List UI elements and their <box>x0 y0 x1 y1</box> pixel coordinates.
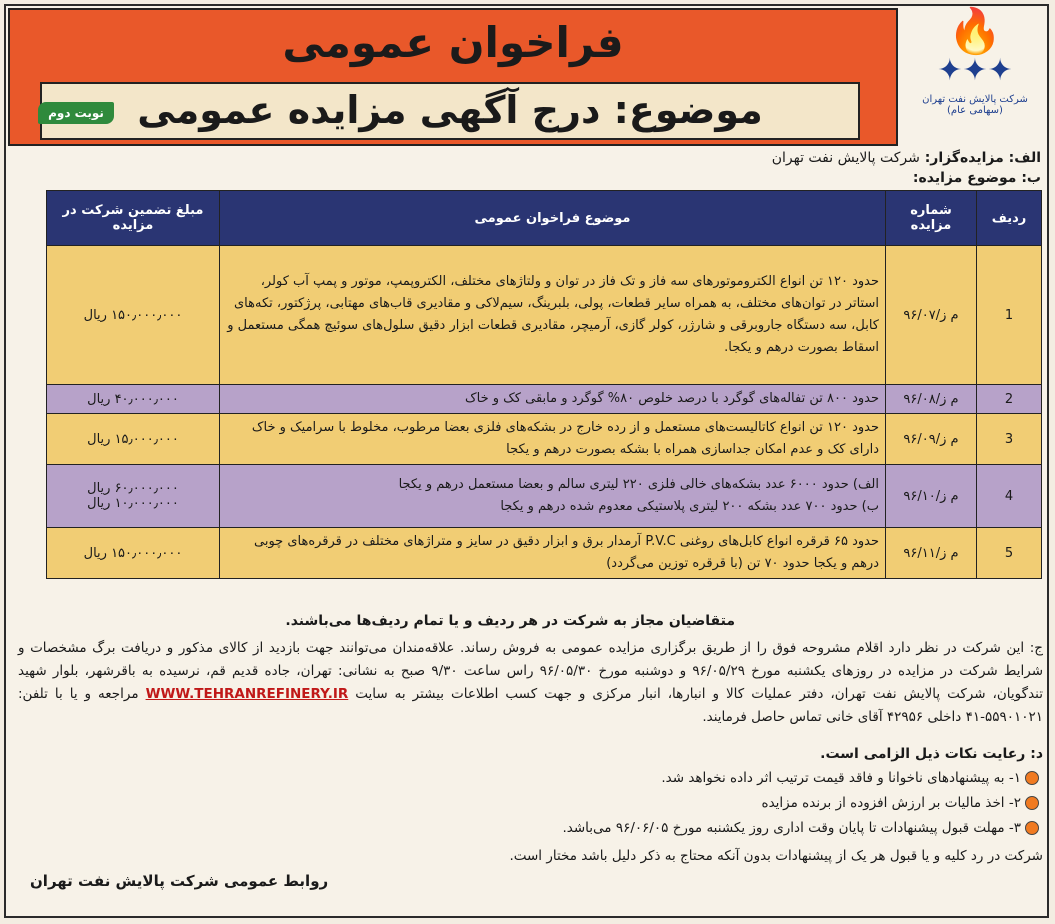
auction-number: م ز/۹۶/۰۹ <box>886 414 977 465</box>
table-header-row <box>47 191 1042 246</box>
auction-subject: حدود ۱۲۰ تن انواع کاتالیست‌های مستعمل و از رده خارج در بشکه‌های فلزی بعضا مرطوب، مخلوط با سرامیک و خاک دارای کک و عدم امکان جداسازی همراه با بشکه بصورت درهم و یکجا <box>220 414 886 465</box>
subject-box <box>40 82 860 140</box>
subject-label: ب: موضوع مزایده: <box>912 170 1041 186</box>
table-row <box>47 414 1042 465</box>
col-header-auction-no: شماره مزایده <box>886 191 977 246</box>
section-d-heading: د: رعایت نکات ذیل الزامی است. <box>820 746 1043 762</box>
guarantee-amount: ۱۵۰٫۰۰۰٫۰۰۰ ریال <box>47 246 220 385</box>
col-header-subject: موضوع فراخوان عمومی <box>220 191 886 246</box>
signature: روابط عمومی شرکت پالایش نفت تهران <box>30 872 329 890</box>
auctioneer-label: الف: مزایده‌گزار: <box>924 150 1041 166</box>
list-item-text: ۲- اخذ مالیات بر ارزش افزوده از برنده مزایده <box>761 795 1021 811</box>
auction-number: م ز/۹۶/۰۷ <box>886 246 977 385</box>
row-number: 1 <box>977 246 1042 385</box>
auction-subject: حدود ۸۰۰ تن تفاله‌های گوگرد با درصد خلوص ۸۰% گوگرد و مابقی کک و خاک <box>220 385 886 414</box>
auction-number: م ز/۹۶/۱۰ <box>886 465 977 528</box>
flame-icon: 🔥 <box>947 6 1003 57</box>
guarantee-amount-b: ۱۰٫۰۰۰٫۰۰۰ ریال <box>87 496 179 511</box>
row-number: 5 <box>977 528 1042 579</box>
round-badge: نوبت دوم <box>38 102 114 124</box>
col-header-guarantee: مبلغ تضمین شرکت در مزایده <box>47 191 220 246</box>
table-row <box>47 465 1042 528</box>
table-row <box>47 385 1042 414</box>
subject-text: موضوع: درج آگهی مزایده عمومی <box>137 88 763 132</box>
header-banner <box>8 8 898 146</box>
final-note: شرکت در رد کلیه و یا قبول هر یک از پیشنهادات بدون آنکه محتاج به ذکر دلیل باشد مختار است. <box>509 848 1043 864</box>
table-row <box>47 528 1042 579</box>
auction-subject-part-b: ب) حدود ۷۰۰ عدد بشکه ۲۰۰ لیتری پلاستیکی معدوم شده درهم و یکجا <box>500 499 879 514</box>
row-number: 4 <box>977 465 1042 528</box>
table-row <box>47 246 1042 385</box>
list-item <box>562 820 1039 836</box>
auction-number: م ز/۹۶/۰۸ <box>886 385 977 414</box>
auction-subject: حدود ۶۵ قرقره انواع کابل‌های روغنی P.V.C آرمدار برق و ابزار دقیق در سایز و متراژهای مختلف در قرقره‌های چوبی درهم و یکجا حدود ۷۰ تن (با قرقره توزین می‌گردد) <box>220 528 886 579</box>
bullet-icon <box>1025 821 1039 835</box>
guarantee-amount-a: ۶۰٫۰۰۰٫۰۰۰ ریال <box>87 481 179 496</box>
bullet-icon <box>1025 796 1039 810</box>
row-number: 2 <box>977 385 1042 414</box>
instructions-text: ج: این شرکت در نظر دارد اقلام مشروحه فوق را از طریق برگزاری مزایده عمومی به فروش رساند. علاقه‌مندان می‌توانند جهت بازدید از کالای مذکور و دریافت برگ مشخصات و شرایط شرکت در مزایده در روزهای یکشنبه مورخ ۹۶/۰۵/۲۹ و دوشنبه مورخ ۹۶/۰۵/۳۰ راس ساعت ۹/۳۰ صبح به نشانی: تهران، جاده قدیم قم، نرسیده به باقرشهر، بلوار شهید تندگویان، شرکت پالایش نفت تهران، دفتر عملیات کالا و انبارها، انبار مرکزی و جهت کسب اطلاعات بیشتر به سایت <box>18 640 1043 702</box>
subject-line <box>913 170 1041 186</box>
logo-caption: شرکت پالایش نفت تهران (سهامی عام) <box>922 94 1028 116</box>
auctioneer-line <box>772 150 1041 166</box>
guarantee-amount: ۱۵۰٫۰۰۰٫۰۰۰ ریال <box>47 528 220 579</box>
guarantee-amount: ۱۵٫۰۰۰٫۰۰۰ ریال <box>47 414 220 465</box>
website-link[interactable]: WWW.TEHRANREFINERY.IR <box>145 686 349 702</box>
col-header-row-no: ردیف <box>977 191 1042 246</box>
company-logo <box>905 6 1045 130</box>
row-number: 3 <box>977 414 1042 465</box>
logo-mark-icon: ✦✦✦ <box>937 53 1013 88</box>
list-item-text: ۳- مهلت قبول پیشنهادات تا پایان وقت اداری روز یکشنبه مورخ ۹۶/۰۶/۰۵ می‌باشد. <box>562 820 1021 836</box>
guarantee-amount <box>47 465 220 528</box>
bullet-icon <box>1025 771 1039 785</box>
auction-subject: حدود ۱۲۰ تن انواع الکتروموتورهای سه فاز و تک فاز در توان و ولتاژهای مختلف، الکتروپمپ، موتور و پمپ آب کولر، استاتر در توان‌های مختلف، به همراه سایر قطعات، پولی، بلبرینگ، سیم‌لاکی و مقادیری قاب‌های مهتابی، پرژکتور، تکه‌های کابل، سه دستگاه جاروبرقی و شارژر، کولر گازی، آرمیچر، مقادیری قطعات ابزار دقیق سلول‌های سوئیچ همگی مستعمل و اسقاط بصورت درهم و یکجا. <box>220 246 886 385</box>
notice-title: فراخوان عمومی <box>282 18 624 67</box>
eligibility-note: متقاضیان مجاز به شرکت در هر ردیف و یا تمام ردیف‌ها می‌باشند. <box>285 613 735 629</box>
auction-subject <box>220 465 886 528</box>
contact-text: مراجعه و یا با تلفن: ۵۵۹۰۱۰۲۱-۴۱ داخلی ۴۲۹۵۶ آقای خانی تماس حاصل فرمایند. <box>18 686 1043 725</box>
instructions-paragraph <box>18 637 1043 729</box>
guarantee-amount: ۴۰٫۰۰۰٫۰۰۰ ریال <box>47 385 220 414</box>
auction-subject-part-a: الف) حدود ۶۰۰۰ عدد بشکه‌های خالی فلزی ۲۲۰ لیتری سالم و بعضا مستعمل درهم و یکجا <box>398 477 879 492</box>
list-item <box>762 795 1039 811</box>
auction-table <box>46 190 1042 579</box>
auction-number: م ز/۹۶/۱۱ <box>886 528 977 579</box>
list-item-text: ۱- به پیشنهادهای ناخوانا و فاقد قیمت ترتیب اثر داده نخواهد شد. <box>661 770 1021 786</box>
list-item <box>661 770 1039 786</box>
auctioneer-value: شرکت پالایش نفت تهران <box>771 150 920 166</box>
